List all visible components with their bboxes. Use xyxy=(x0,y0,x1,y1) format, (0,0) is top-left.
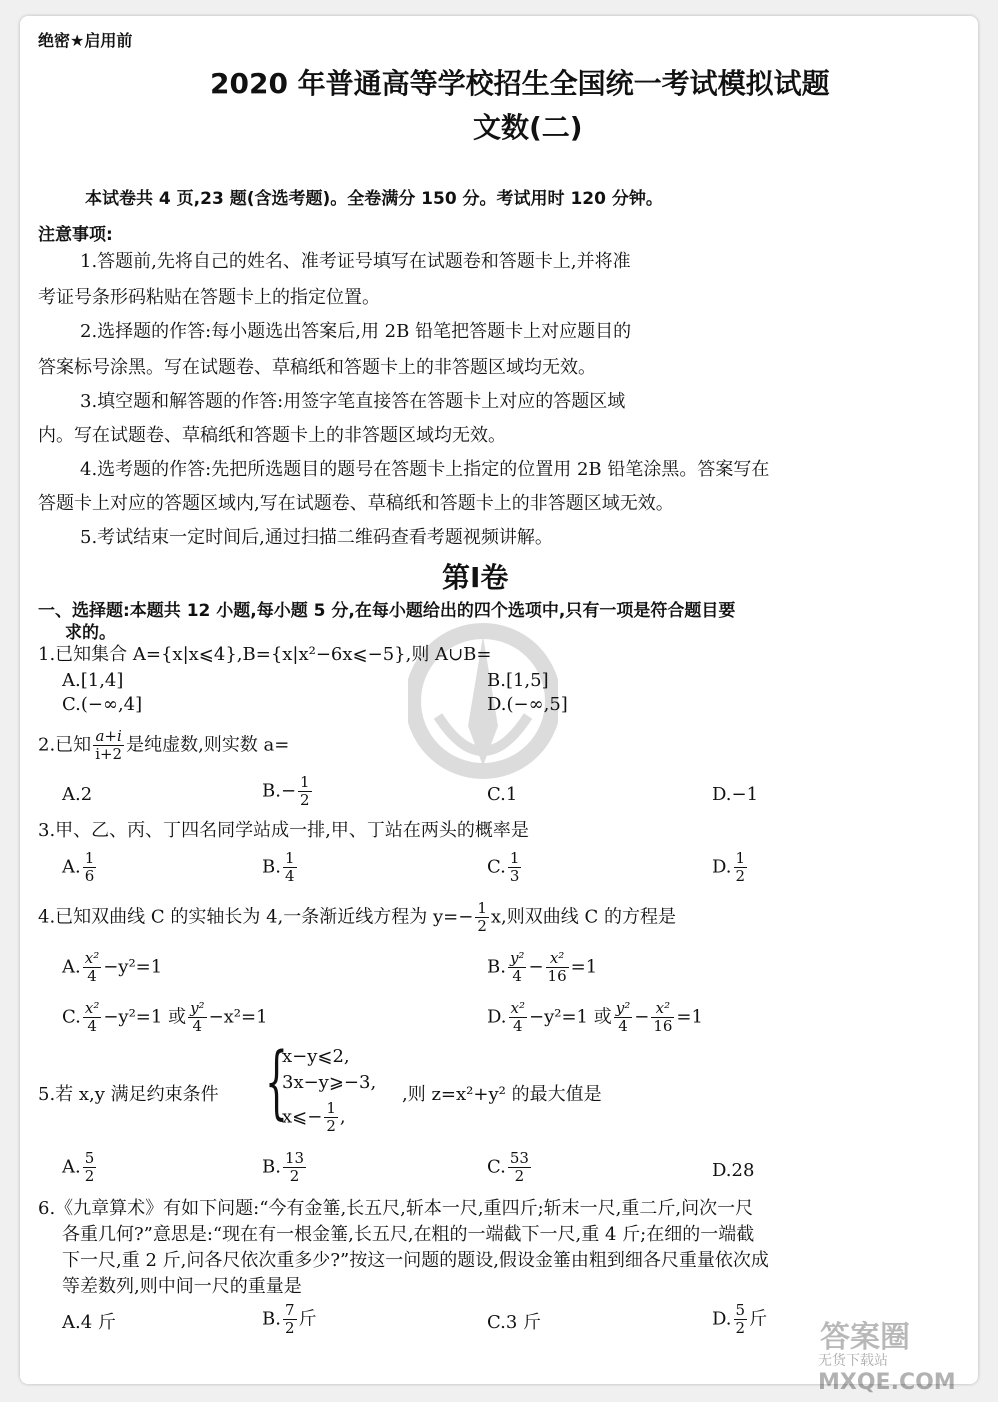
confidential-label: 绝密★启用前 xyxy=(38,31,133,50)
option-c: C.1 xyxy=(487,784,518,805)
question-stem: 4.已知双曲线 C 的实轴长为 4,一条渐近线方程为 y=− $\frac{1}{2}$ x,则双曲线 C 的方程是 xyxy=(38,899,676,935)
constraint-2: 3x−y⩾−3, xyxy=(282,1072,377,1093)
option-d: D.−1 xyxy=(712,784,759,805)
option-a: A. $\frac{5}{2}$ xyxy=(62,1149,95,1185)
question-stem-prefix: 5.若 x,y 满足约束条件 xyxy=(38,1084,219,1105)
option-a: A.[1,4] xyxy=(62,670,124,691)
question-stem-line: 各重几何?”意思是:“现在有一根金箠,长五尺,在粗的一端截下一尺,重 4 斤;在细的一端截 xyxy=(62,1224,755,1245)
exam-page xyxy=(20,16,978,1384)
notice-line: 答案标号涂黑。写在试题卷、草稿纸和答题卡上的非答题区域均无效。 xyxy=(38,357,596,378)
option-d: D. $\frac{\text{x²}}{4}$ −y²=1 或 $\frac{\text{y²}}{4}$ − $\frac{\text{x²}}{16}$ =1 xyxy=(487,999,703,1035)
question-stem: 1.已知集合 A={x|x⩽4},B={x|x²−6x⩽−5},则 A∪B= xyxy=(38,644,492,665)
section-title: 第Ⅰ卷 xyxy=(442,561,509,594)
watermark-brand: 答案圈 xyxy=(820,1320,910,1355)
question-stem-line: 等差数列,则中间一尺的重量是 xyxy=(62,1276,302,1297)
brace-symbol: { xyxy=(265,1035,288,1128)
option-c: C.(−∞,4] xyxy=(62,694,143,715)
option-c: C. $\frac{1}{3}$ xyxy=(487,849,520,885)
option-a: A.4 斤 xyxy=(62,1312,116,1333)
option-c: C. $\frac{\text{x²}}{4}$ −y²=1 或 $\frac{\text{y²}}{4}$ −x²=1 xyxy=(62,999,268,1035)
question-stem: 2.已知 $\frac{a+i}{i+2}$ 是纯虚数,则实数 a= xyxy=(38,727,290,763)
notice-heading: 注意事项: xyxy=(38,225,113,245)
question-stem-suffix: ,则 z=x²+y² 的最大值是 xyxy=(402,1084,602,1105)
option-b: B. $\frac{1}{4}$ xyxy=(262,849,295,885)
notice-line: 3.填空题和解答题的作答:用签字笔直接答在答题卡上对应的答题区域 xyxy=(80,391,626,412)
exam-title: 2020 年普通高等学校招生全国统一考试模拟试题 xyxy=(210,67,830,100)
option-a: A. $\frac{\text{x²}}{4}$ −y²=1 xyxy=(62,949,163,985)
notice-line: 2.选择题的作答:每小题选出答案后,用 2B 铅笔把答题卡上对应题目的 xyxy=(80,321,632,342)
option-b: B. $\frac{13}{2}$ xyxy=(262,1149,305,1185)
exam-subtitle: 文数(二) xyxy=(473,111,583,144)
option-b: B. $\frac{7}{2}$ 斤 xyxy=(262,1301,317,1337)
notice-line: 考证号条形码粘贴在答题卡上的指定位置。 xyxy=(38,287,380,308)
question-stem-line: 6.《九章算术》有如下问题:“今有金箠,长五尺,斩本一尺,重四斤;斩末一尺,重二斤,问次一尺 xyxy=(38,1198,754,1219)
option-c: C.3 斤 xyxy=(487,1312,542,1333)
option-a: A.2 xyxy=(62,784,93,805)
notice-line: 1.答题前,先将自己的姓名、准考证号填写在试题卷和答题卡上,并将准 xyxy=(80,251,631,272)
option-b: B.[1,5] xyxy=(487,670,549,691)
option-c: C. $\frac{53}{2}$ xyxy=(487,1149,529,1185)
question-stem-line: 下一尺,重 2 斤,问各尺依次重多少?”按这一问题的题设,假设金箠由粗到细各尺重量依次成 xyxy=(62,1250,769,1271)
notice-line: 5.考试结束一定时间后,通过扫描二维码查看考题视频讲解。 xyxy=(80,527,553,548)
intro-text: 本试卷共 4 页,23 题(含选考题)。全卷满分 150 分。考试用时 120 分钟。 xyxy=(85,189,663,209)
notice-line: 4.选考题的作答:先把所选题目的题号在答题卡上指定的位置用 2B 铅笔涂黑。答案写在 xyxy=(80,459,770,480)
option-d: D. $\frac{1}{2}$ xyxy=(712,849,746,885)
watermark-tagline: 无货下载站 xyxy=(818,1353,888,1369)
notice-line: 答题卡上对应的答题区域内,写在试题卷、草稿纸和答题卡上的非答题区域无效。 xyxy=(38,493,674,514)
constraint-3: x⩽− $\frac{1}{2}$ , xyxy=(282,1099,346,1135)
question-stem: 3.甲、乙、丙、丁四名同学站成一排,甲、丁站在两头的概率是 xyxy=(38,820,529,841)
section-heading-cont: 求的。 xyxy=(65,623,116,643)
option-d: D. $\frac{5}{2}$ 斤 xyxy=(712,1301,768,1337)
option-b: B.− $\frac{1}{2}$ xyxy=(262,773,310,809)
section-heading: 一、选择题:本题共 12 小题,每小题 5 分,在每小题给出的四个选项中,只有一项是符合题目要 xyxy=(38,601,736,621)
watermark-url: MXQE.COM xyxy=(818,1370,956,1395)
option-b: B. $\frac{\text{y²}}{4}$ − $\frac{\text{x²}}{16}$ =1 xyxy=(487,949,598,985)
option-d: D.28 xyxy=(712,1160,755,1181)
option-d: D.(−∞,5] xyxy=(487,694,568,715)
notice-line: 内。写在试题卷、草稿纸和答题卡上的非答题区域均无效。 xyxy=(38,425,506,446)
option-a: A. $\frac{1}{6}$ xyxy=(62,849,95,885)
constraint-1: x−y⩽2, xyxy=(282,1046,350,1067)
